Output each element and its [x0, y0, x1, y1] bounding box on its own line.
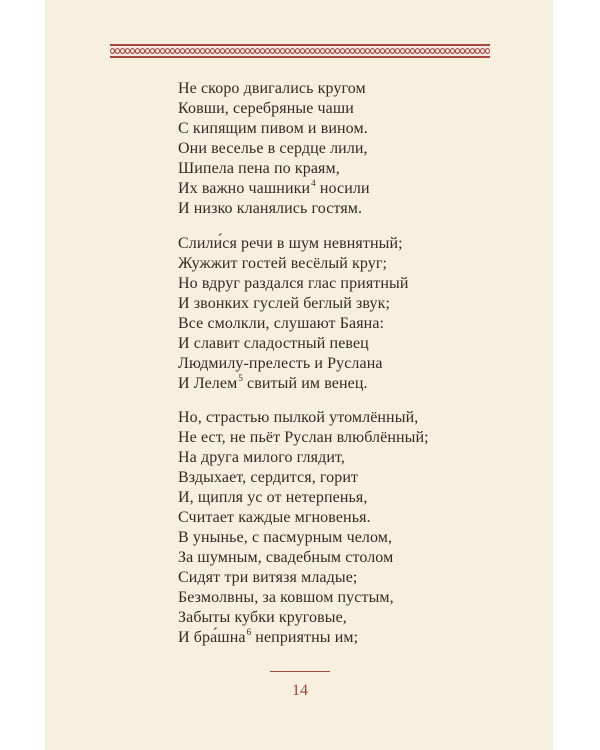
verse-line: Слили́ся речи в шум невнятный;	[178, 235, 403, 252]
verse-line: Не скоро двигались кругом	[178, 80, 366, 97]
verse-line: И славит сладостный певец	[178, 335, 369, 352]
verse-text: Их важно чашники	[178, 180, 311, 197]
verse-line: Но вдруг раздался глас приятный	[178, 275, 409, 292]
verse-line: На друга милого глядит,	[178, 449, 345, 466]
verse-line: Но, страстью пылкой утомлённый,	[178, 409, 419, 426]
stanza	[178, 408, 429, 648]
verse-text: носили	[315, 180, 370, 197]
verse-line: Вздыхает, сердится, горит	[178, 469, 359, 486]
verse-line: Не ест, не пьёт Руслан влюблённый;	[178, 429, 429, 446]
ornament-pattern	[110, 46, 490, 56]
verse-line: Безмолвны, за ковшом пустым,	[178, 589, 394, 606]
stanza	[178, 79, 370, 219]
footnote-marker: 5	[238, 373, 243, 383]
verse-line: Жужжит гостей весёлый круг;	[178, 255, 388, 272]
verse-line: Считает каждые мгновенья.	[178, 509, 371, 526]
verse-line: С кипящим пивом и вином.	[178, 120, 368, 137]
verse-line: Ковши, серебряные чаши	[178, 100, 354, 117]
header-ornament	[110, 44, 490, 58]
verse-text: И бра́шна	[178, 629, 246, 646]
verse-line: Они веселье в сердце лили,	[178, 140, 368, 157]
verse-line: За шумным, свадебным столом	[178, 549, 394, 566]
verse-line: И звонких гуслей беглый звук;	[178, 295, 391, 312]
verse-line: Шипела пена по краям,	[178, 160, 340, 177]
verse-text: неприятны им;	[251, 629, 359, 646]
verse-line	[178, 179, 370, 199]
verse-line: Людмилу-прелесть и Руслана	[178, 355, 383, 372]
stanza	[178, 234, 409, 394]
book-page	[45, 0, 553, 750]
footnote-marker: 4	[311, 178, 316, 188]
verse-line: Все смолкли, слушают Баяна:	[178, 315, 385, 332]
footnote-marker: 6	[246, 627, 252, 637]
page-number: 14	[292, 682, 308, 699]
verse-line: И низко кланялись гостям.	[178, 200, 363, 217]
folio-rule	[270, 671, 330, 672]
verse-line	[178, 628, 429, 648]
verse-line: В унынье, с пасмурным челом,	[178, 529, 393, 546]
verse-line	[178, 374, 409, 394]
verse-line: Сидят три витязя младые;	[178, 569, 358, 586]
verse-text: И Лелем	[178, 375, 238, 392]
verse-line: И, щипля ус от нетерпенья,	[178, 489, 368, 506]
verse-line: Забыты кубки круговые,	[178, 609, 347, 626]
verse-text: свитый им венец.	[242, 375, 368, 392]
